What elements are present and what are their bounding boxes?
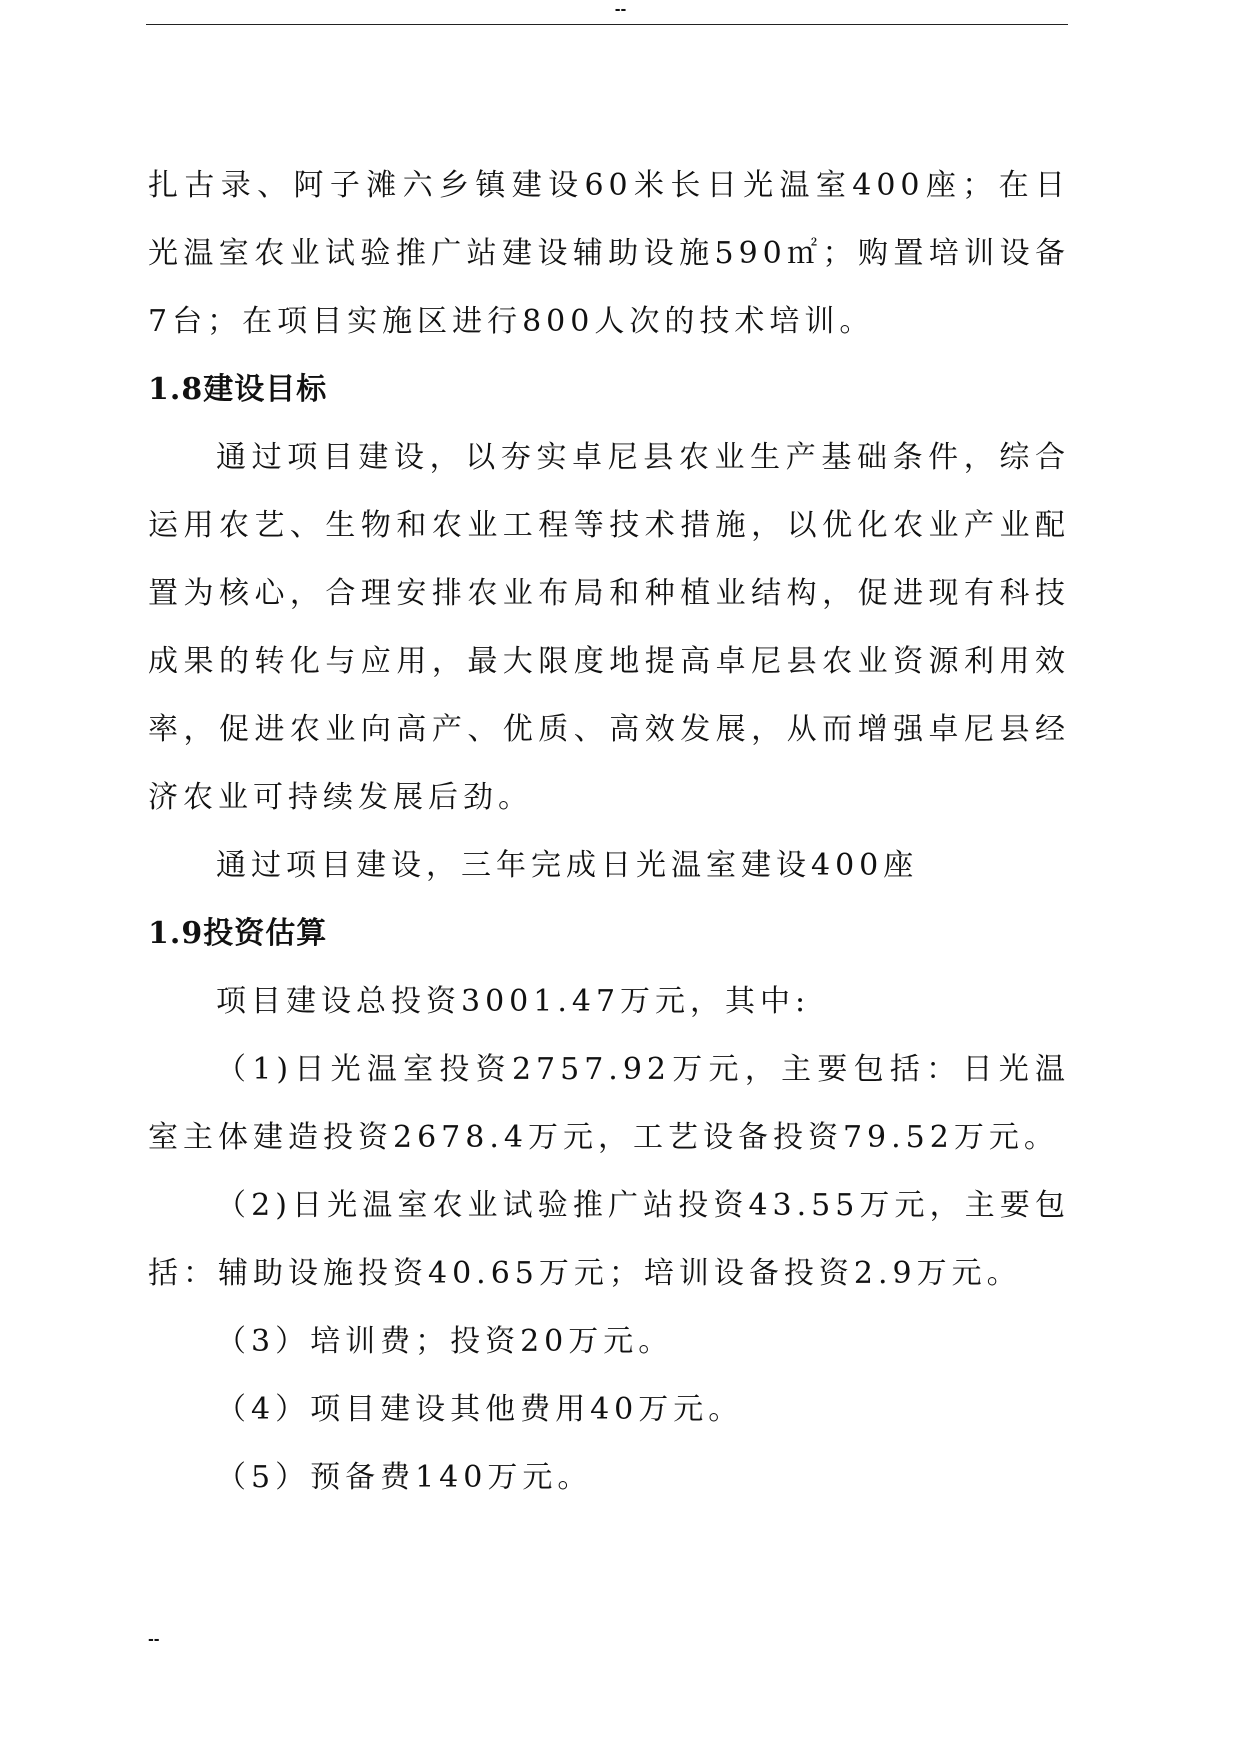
section-heading-1-9: 1.9投资估算 bbox=[148, 916, 328, 951]
section-1-8-paragraph: 通过项目建设，以夯实卓尼县农业生产基础条件，综合运用农艺、生物和农业工程等技术措施，以优化农业产业配置为核心，合理安排农业布局和种植业结构，促进现有科技成果的转化与应用，最大限度地提高卓尼县农业资源利用效率，促进农业向高产、优质、高效发展，从而增强卓尼县经济农业可持续发展后劲。 bbox=[148, 440, 1070, 815]
investment-item: （5）预备费140万元。 bbox=[216, 1460, 593, 1495]
intro-paragraph: 扎古录、阿子滩六乡镇建设60米长日光温室400座；在日光温室农业试验推广站建设辅助设施590㎡；购置培训设备7台；在项目实施区进行800人次的技术培训。 bbox=[148, 168, 1070, 339]
document-body bbox=[148, 152, 1070, 1512]
header-divider bbox=[146, 24, 1068, 25]
section-heading-1-8: 1.8建设目标 bbox=[148, 372, 328, 407]
investment-item: （2)日光温室农业试验推广站投资43.55万元，主要包括：辅助设施投资40.65万元；培训设备投资2.9万元。 bbox=[148, 1188, 1070, 1291]
investment-total-paragraph: 项目建设总投资3001.47万元，其中: bbox=[216, 984, 811, 1019]
investment-item: （4）项目建设其他费用40万元。 bbox=[216, 1392, 744, 1427]
investment-item: （3）培训费；投资20万元。 bbox=[216, 1324, 674, 1359]
page-header-mark: -- bbox=[614, 2, 627, 18]
investment-item: （1)日光温室投资2757.92万元，主要包括：日光温室主体建造投资2678.4万元，工艺设备投资79.52万元。 bbox=[148, 1052, 1070, 1155]
section-1-8-paragraph: 通过项目建设，三年完成日光温室建设400座 bbox=[216, 848, 919, 883]
page-footer-mark: -- bbox=[148, 1632, 160, 1648]
